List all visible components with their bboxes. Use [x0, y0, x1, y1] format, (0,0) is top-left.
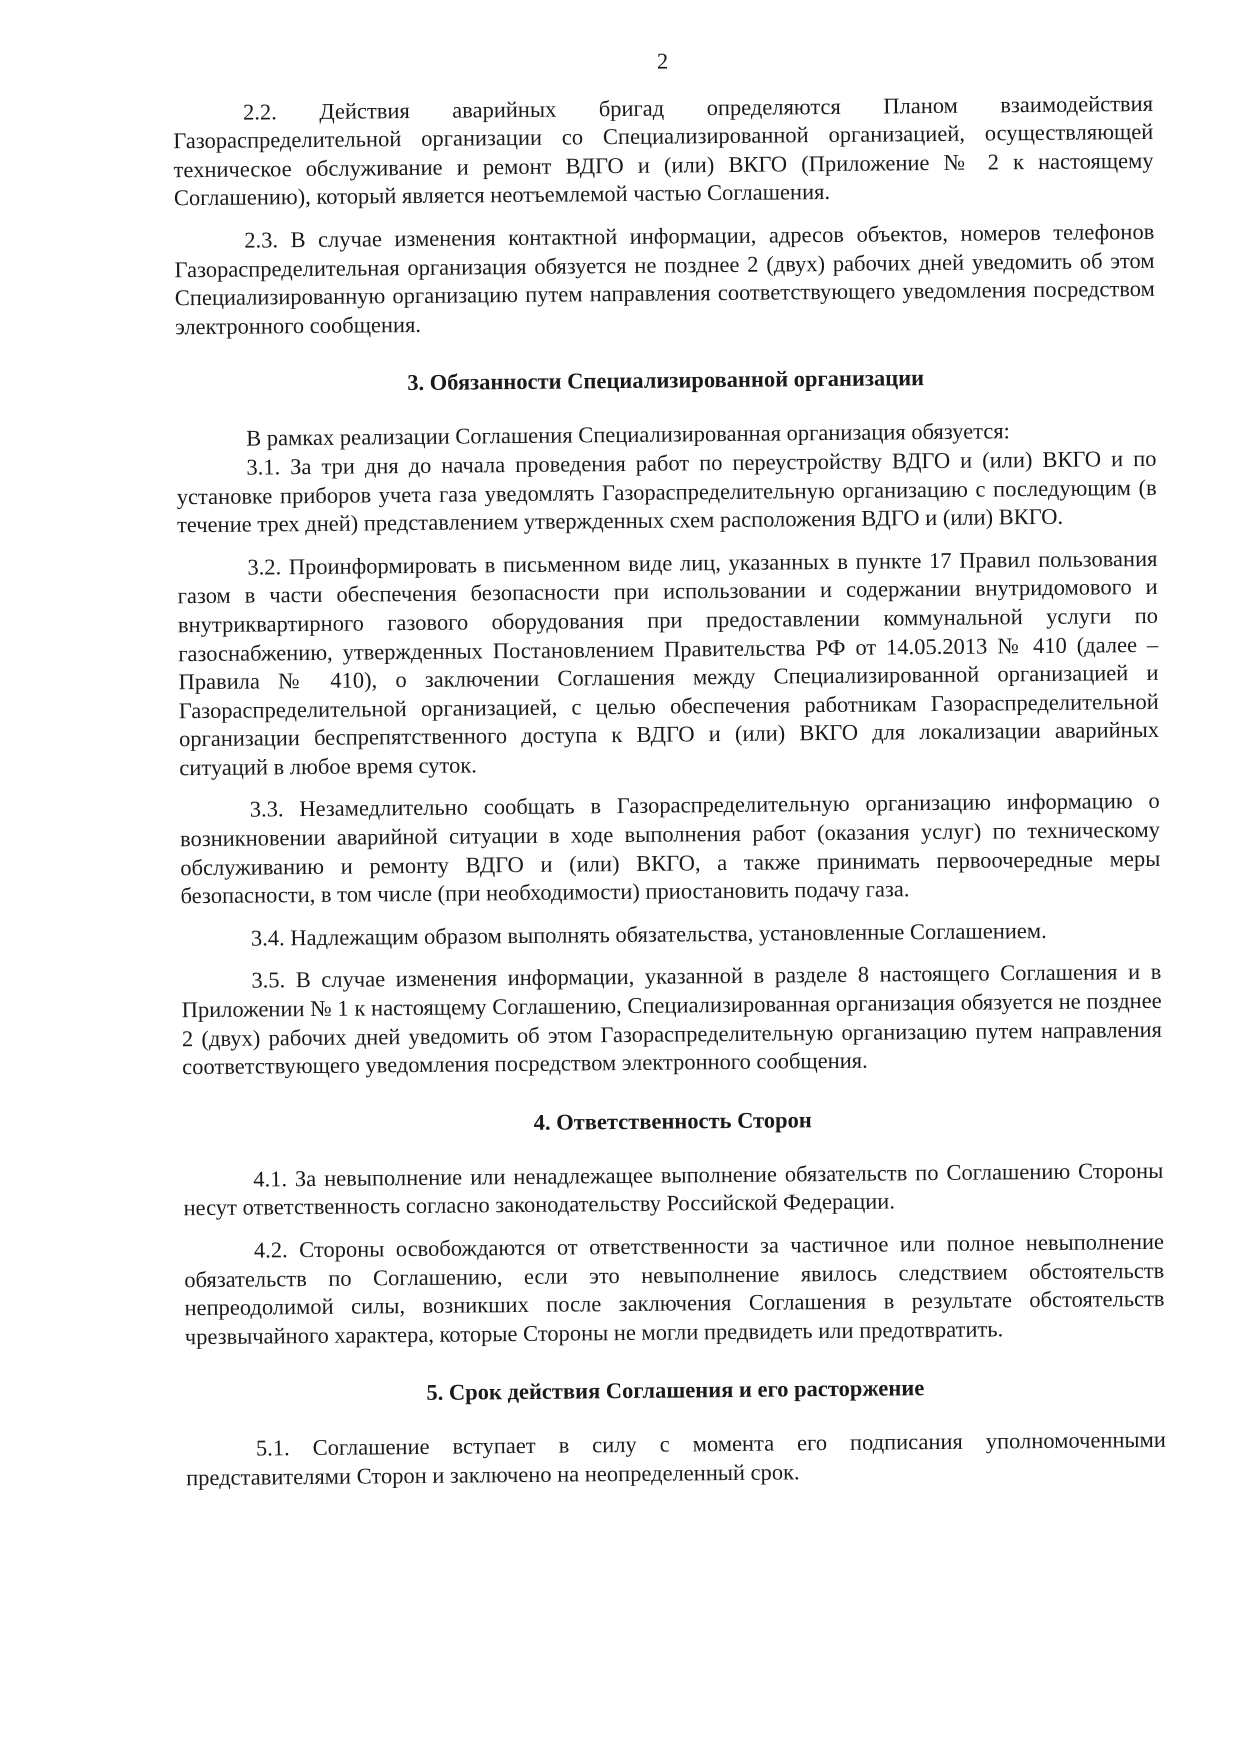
- section-5-heading: 5. Срок действия Соглашения и его расторжение: [426, 1375, 925, 1406]
- clause-2-2: 2.2. Действия аварийных бригад определяются Планом взаимодействия Газораспределительной организации со Специализированной организацией, осуществляющей техническое обслуживание и ремонт ВДГО и (или) ВКГО (Приложение № 2 к настоящему Соглашению), который является неотъемлемой частью Соглашения.: [173, 90, 1154, 211]
- clause-3-5: 3.5. В случае изменения информации, указанной в разделе 8 настоящего Соглашения и в Приложении № 1 к настоящему Соглашению, Специализированная организация обязуется не позднее 2 (двух) рабочих дней уведомить об этом Газораспределительную организацию путем направления соответствующего уведомления посредством электронного сообщения.: [181, 959, 1163, 1080]
- page-number: 2: [656, 48, 669, 74]
- section-3-heading: 3. Обязанности Специализированной организации: [407, 365, 925, 396]
- section-3-intro: В рамках реализации Соглашения Специализированная организация обязуется:: [246, 418, 1010, 451]
- clause-3-2: 3.2. Проинформировать в письменном виде лиц, указанных в пункте 17 Правил пользования газом в части обеспечения безопасности при использовании и содержании внутридомового и внутриквартирного газового оборудования при предоставлении коммунальной услуги по газоснабжению, утвержденных Постановлением Правительства РФ от 14.05.2013 № 410 (далее – Правила № 410), о заключении Соглашения между Специализированной организацией и Газораспределительной организацией, с целью обеспечения работникам Газораспределительной организации беспрепятственного доступа к ВДГО и (или) ВКГО для локализации аварийных ситуаций в любое время суток.: [177, 545, 1160, 781]
- clause-4-1: 4.1. За невыполнение или ненадлежащее выполнение обязательств по Соглашению Стороны несут ответственность согласно законодательству Российской Федерации.: [183, 1157, 1164, 1221]
- clause-3-4: 3.4. Надлежащим образом выполнять обязательства, установленные Соглашением.: [250, 917, 1047, 951]
- clause-4-2: 4.2. Стороны освобождаются от ответственности за частичное или полное невыполнение обязательств по Соглашению, если это невыполнение явилось следствием обстоятельств непреодолимой силы, возникших после заключения Соглашения в результате обстоятельств чрезвычайного характера, которые Стороны не могли предвидеть или предотвратить.: [184, 1228, 1165, 1350]
- clause-3-3: 3.3. Незамедлительно сообщать в Газораспределительную организацию информацию о возникновении аварийной ситуации в ходе выполнения работ (оказания услуг) по техническому обслуживанию и ремонту ВДГО и (или) ВКГО, а также принимать первоочередные меры безопасности, в том числе (при необходимости) приостановить подачу газа.: [179, 788, 1161, 909]
- clause-2-3: 2.3. В случае изменения контактной информации, адресов объектов, номеров телефонов Газораспределительная организация обязуется не позднее 2 (двух) рабочих дней уведомить об этом Специализированную организацию путем направления соответствующего уведомления посредством электронного сообщения.: [174, 218, 1155, 340]
- clause-3-1: 3.1. За три дня до начала проведения работ по переустройству ВДГО и (или) ВКГО и по установке приборов учета газа уведомлять Газораспределительную организацию с последующим (в течение трех дней) представлением утвержденных схем расположения ВДГО и (или) ВКГО.: [176, 445, 1157, 538]
- clause-5-1: 5.1. Соглашение вступает в силу с момента его подписания уполномоченными представителями Сторон и заключено на неопределенный срок.: [186, 1427, 1166, 1491]
- section-4-heading: 4. Ответственность Сторон: [533, 1107, 812, 1135]
